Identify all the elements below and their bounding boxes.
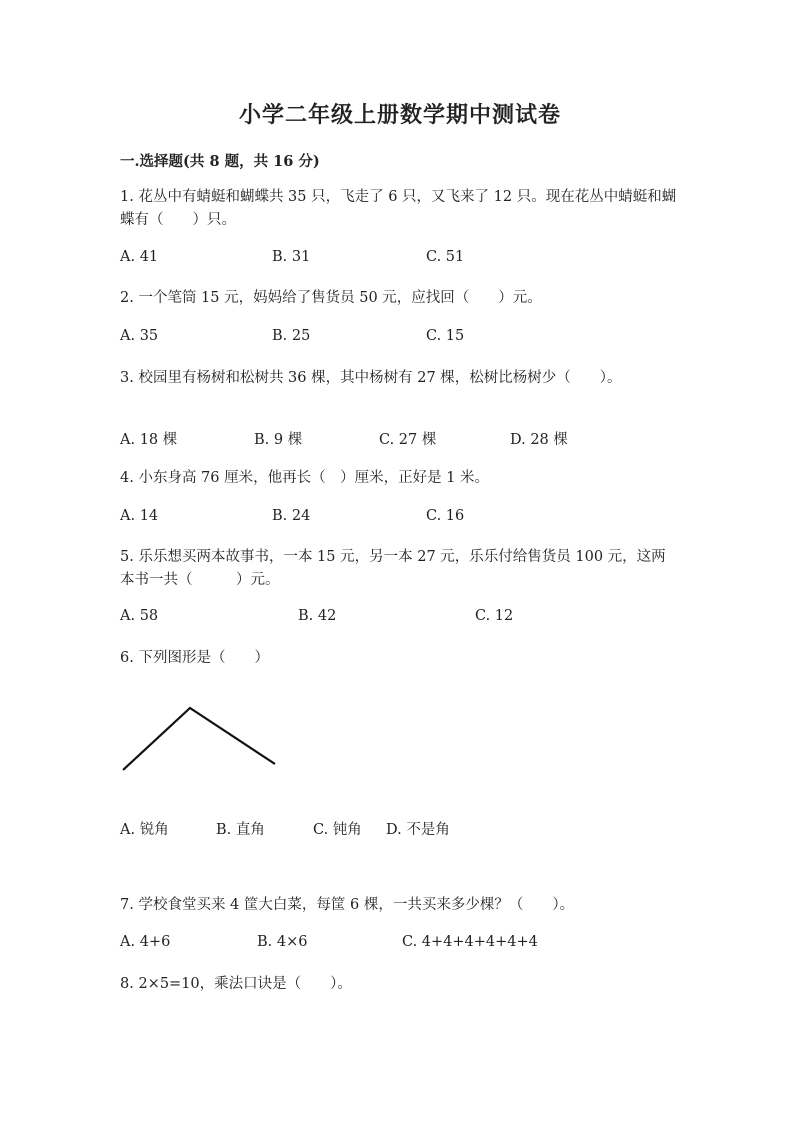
option-c[interactable]: C. 钝角 <box>313 822 362 838</box>
angle-figure <box>118 700 280 776</box>
question-7: 7. 学校食堂买来 4 筐大白菜，每筐 6 棵，一共买来多少棵？（ ）。 <box>120 897 575 913</box>
option-c[interactable]: C. 4+4+4+4+4+4 <box>402 934 538 950</box>
option-b[interactable]: B. 直角 <box>216 822 265 838</box>
option-b[interactable]: B. 4×6 <box>257 934 308 950</box>
page-title: 小学二年级上册数学期中测试卷 <box>238 102 561 128</box>
option-a[interactable]: A. 4+6 <box>120 934 171 950</box>
option-c[interactable]: C. 12 <box>475 608 514 624</box>
option-b[interactable]: B. 31 <box>272 249 311 265</box>
option-a[interactable]: A. 35 <box>120 328 159 344</box>
option-b[interactable]: B. 42 <box>298 608 337 624</box>
option-c[interactable]: C. 16 <box>426 508 465 524</box>
option-a[interactable]: A. 锐角 <box>120 822 169 838</box>
option-a[interactable]: A. 14 <box>120 508 159 524</box>
section-heading: 一.选择题(共 8 题，共 16 分) <box>120 153 320 170</box>
question-1: 1. 花丛中有蜻蜓和蝴蝶共 35 只，飞走了 6 只，又飞来了 12 只。现在花丛中蜻蜓和蝴蝶有（ ）只。 <box>120 189 677 228</box>
question-4: 4. 小东身高 76 厘米，他再长（ ）厘米，正好是 1 米。 <box>120 470 490 486</box>
option-c[interactable]: C. 51 <box>426 249 465 265</box>
option-d[interactable]: D. 28 棵 <box>510 432 568 448</box>
option-b[interactable]: B. 25 <box>272 328 311 344</box>
question-2: 2. 一个笔筒 15 元，妈妈给了售货员 50 元，应找回（ ）元。 <box>120 290 542 306</box>
option-a[interactable]: A. 41 <box>120 249 159 265</box>
option-c[interactable]: C. 27 棵 <box>379 432 437 448</box>
question-5: 5. 乐乐想买两本故事书，一本 15 元，另一本 27 元，乐乐付给售货员 100 元，这两本书一共（ ）元。 <box>120 549 666 588</box>
option-d[interactable]: D. 不是角 <box>386 822 450 838</box>
question-3: 3. 校园里有杨树和松树共 36 棵，其中杨树有 27 棵，松树比杨树少（ ）。 <box>120 370 622 386</box>
option-b[interactable]: B. 9 棵 <box>254 432 303 448</box>
angle-lines <box>123 708 275 770</box>
option-a[interactable]: A. 18 棵 <box>120 432 178 448</box>
question-8: 8. 2×5=10，乘法口诀是（ ）。 <box>120 976 352 992</box>
question-6: 6. 下列图形是（ ） <box>120 650 269 666</box>
option-b[interactable]: B. 24 <box>272 508 311 524</box>
option-c[interactable]: C. 15 <box>426 328 465 344</box>
option-a[interactable]: A. 58 <box>120 608 159 624</box>
